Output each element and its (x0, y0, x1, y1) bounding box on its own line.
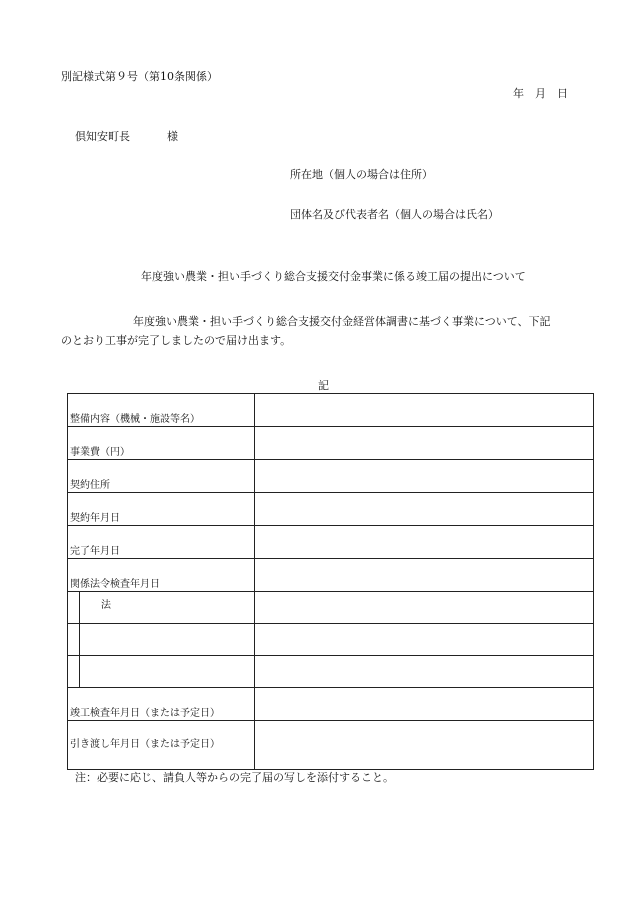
equipment-value-cell[interactable] (255, 394, 594, 427)
row-label: 竣工検査年月日（または予定日） (68, 688, 255, 721)
table-row (68, 559, 594, 592)
body-line-2: のとおり工事が完了しましたので届け出ます。 (61, 334, 292, 347)
sub-row-label-cell (68, 592, 255, 624)
ki-heading: 記 (318, 379, 329, 392)
table-row (68, 427, 594, 460)
table-row (68, 493, 594, 526)
table-row (68, 721, 594, 770)
addressee-name: 倶知安町長 (75, 130, 130, 143)
final-inspection-date-cell[interactable] (255, 688, 594, 721)
form-number: 別記様式第９号（第10条関係） (61, 70, 218, 83)
row-label: 事業費（円） (68, 427, 255, 460)
sub-row-label-cell (68, 624, 255, 656)
sub-row-text (80, 670, 101, 674)
row-label: 整備内容（機械・施設等名） (68, 394, 255, 427)
table-row (68, 624, 594, 656)
table-row (68, 526, 594, 559)
handover-date-cell[interactable] (255, 721, 594, 770)
law-value-cell[interactable] (255, 592, 594, 624)
table-row (68, 656, 594, 688)
document-subject: 年度強い農業・担い手づくり総合支援交付金事業に係る竣工届の提出について (141, 270, 526, 283)
row-label: 完了年月日 (68, 526, 255, 559)
inspection-date-cell[interactable] (255, 559, 594, 592)
law-label: 法 (101, 600, 111, 611)
table-row (68, 460, 594, 493)
row-label: 契約年月日 (68, 493, 255, 526)
address-label: 所在地（個人の場合は住所） (290, 168, 433, 181)
sub-value-cell[interactable] (255, 656, 594, 688)
footnote: 注：必要に応じ、請負人等からの完了届の写しを添付すること。 (75, 771, 394, 784)
sub-value-cell[interactable] (255, 624, 594, 656)
table-row (68, 592, 594, 624)
contract-date-cell[interactable] (255, 493, 594, 526)
row-label: 関係法令検査年月日 (68, 559, 255, 592)
date-line: 年 月 日 (513, 87, 568, 100)
sub-row-text (80, 638, 101, 642)
addressee-honorific: 様 (167, 130, 178, 143)
project-cost-cell[interactable] (255, 427, 594, 460)
completion-report-table (67, 393, 594, 770)
table-row (68, 394, 594, 427)
body-line-1: 年度強い農業・担い手づくり総合支援交付金経営体調書に基づく事業について、下記 (133, 315, 551, 328)
sub-row-label-cell (68, 656, 255, 688)
row-label: 引き渡し年月日（または予定日） (68, 721, 255, 770)
completion-date-cell[interactable] (255, 526, 594, 559)
contract-address-cell[interactable] (255, 460, 594, 493)
representative-label: 団体名及び代表者名（個人の場合は氏名） (290, 208, 499, 221)
table-row (68, 688, 594, 721)
row-label: 契約住所 (68, 460, 255, 493)
